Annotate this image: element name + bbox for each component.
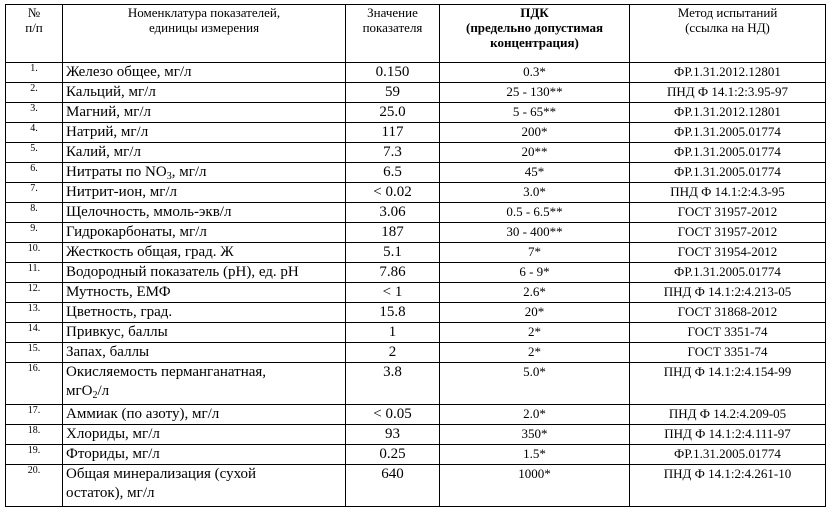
table-row	[6, 343, 826, 363]
table-row	[6, 425, 826, 445]
row-value: 0.150	[346, 63, 440, 83]
row-value: 3.8	[346, 363, 440, 405]
table-row	[6, 83, 826, 103]
row-method: ФР.1.31.2005.01774	[630, 123, 826, 143]
row-num: 9.	[6, 223, 63, 243]
row-num: 10.	[6, 243, 63, 263]
header-method-line2: (ссылка на НД)	[685, 20, 770, 35]
row-name: Щелочность, ммоль-экв/л	[63, 203, 346, 223]
table-header	[6, 5, 826, 63]
row-name: Магний, мг/л	[63, 103, 346, 123]
row-pdk: 20**	[440, 143, 630, 163]
table-row	[6, 465, 826, 507]
row-pdk: 25 - 130**	[440, 83, 630, 103]
header-pdk-sub1: (предельно допустимая	[465, 20, 603, 35]
row-name: Водородный показатель (рН), ед. рН	[63, 263, 346, 283]
row-pdk: 5.0*	[440, 363, 630, 405]
header-num-line2: п/п	[25, 20, 43, 35]
header-name	[63, 5, 346, 63]
row-name: Натрий, мг/л	[63, 123, 346, 143]
row-num: 2.	[6, 83, 63, 103]
table-row	[6, 183, 826, 203]
table-body	[6, 63, 826, 507]
header-method	[630, 5, 826, 63]
row-value: 6.5	[346, 163, 440, 183]
row-method: ГОСТ 31868-2012	[630, 303, 826, 323]
row-name: Мутность, ЕМФ	[63, 283, 346, 303]
table-row	[6, 283, 826, 303]
row-name: Калий, мг/л	[63, 143, 346, 163]
header-name-line2: единицы измерения	[148, 20, 260, 35]
row-method: ГОСТ 3351-74	[630, 343, 826, 363]
row-pdk: 0.3*	[440, 63, 630, 83]
row-name-subscript: 2	[92, 390, 98, 401]
header-value-line2: показателя	[362, 20, 423, 35]
row-pdk: 6 - 9*	[440, 263, 630, 283]
row-value: 0.25	[346, 445, 440, 465]
row-pdk: 2.0*	[440, 405, 630, 425]
row-method: ФР.1.31.2012.12801	[630, 103, 826, 123]
header-pdk-sub2: концентрация)	[490, 35, 579, 50]
row-name-line1: Окисляемость перманганатная,	[66, 364, 267, 380]
row-name	[63, 465, 346, 507]
row-method: ПНД Ф 14.1:2:4.213-05	[630, 283, 826, 303]
header-value	[346, 5, 440, 63]
water-analysis-table	[5, 4, 826, 507]
table-row	[6, 445, 826, 465]
table-row	[6, 103, 826, 123]
row-name-post: , мг/л	[171, 164, 207, 180]
row-name: Аммиак (по азоту), мг/л	[63, 405, 346, 425]
row-name-l2-pre: мгO	[66, 383, 93, 399]
row-value: 117	[346, 123, 440, 143]
row-name-line1: Общая минерализация (сухой	[66, 466, 257, 482]
row-pdk: 2*	[440, 343, 630, 363]
row-value: 59	[346, 83, 440, 103]
row-pdk: 2*	[440, 323, 630, 343]
row-value: 640	[346, 465, 440, 507]
row-value: 15.8	[346, 303, 440, 323]
row-method: ФР.1.31.2005.01774	[630, 263, 826, 283]
row-value: 2	[346, 343, 440, 363]
row-pdk: 1000*	[440, 465, 630, 507]
row-name: Запах, баллы	[63, 343, 346, 363]
row-method: ГОСТ 31957-2012	[630, 203, 826, 223]
row-name	[63, 363, 346, 405]
header-pdk	[440, 5, 630, 63]
row-name: Гидрокарбонаты, мг/л	[63, 223, 346, 243]
row-name: Цветность, град.	[63, 303, 346, 323]
row-method: ФР.1.31.2005.01774	[630, 143, 826, 163]
row-value: 5.1	[346, 243, 440, 263]
row-num: 16.	[6, 363, 63, 405]
row-num: 14.	[6, 323, 63, 343]
row-value: 3.06	[346, 203, 440, 223]
table-row	[6, 163, 826, 183]
row-num: 13.	[6, 303, 63, 323]
row-num: 4.	[6, 123, 63, 143]
table-row	[6, 63, 826, 83]
header-method-line1: Метод испытаний	[677, 5, 778, 20]
row-method: ГОСТ 31954-2012	[630, 243, 826, 263]
row-num: 19.	[6, 445, 63, 465]
row-num: 7.	[6, 183, 63, 203]
row-pdk: 20*	[440, 303, 630, 323]
row-method: ПНД Ф 14.1:2:3.95-97	[630, 83, 826, 103]
header-name-line1: Номенклатура показателей,	[127, 5, 281, 20]
row-value: 7.3	[346, 143, 440, 163]
header-value-line1: Значение	[367, 5, 418, 20]
row-method: ФР.1.31.2005.01774	[630, 163, 826, 183]
row-method: ПНД Ф 14.1:2:4.3-95	[630, 183, 826, 203]
row-name: Фториды, мг/л	[63, 445, 346, 465]
row-value: < 0.02	[346, 183, 440, 203]
row-name: Нитрит-ион, мг/л	[63, 183, 346, 203]
row-num: 15.	[6, 343, 63, 363]
table-row	[6, 143, 826, 163]
row-value: 93	[346, 425, 440, 445]
row-num: 6.	[6, 163, 63, 183]
row-value: < 0.05	[346, 405, 440, 425]
row-pdk: 2.6*	[440, 283, 630, 303]
row-method: ПНД Ф 14.2:4.209-05	[630, 405, 826, 425]
row-method: ПНД Ф 14.1:2:4.111-97	[630, 425, 826, 445]
row-value: 7.86	[346, 263, 440, 283]
table-row	[6, 263, 826, 283]
table-row	[6, 303, 826, 323]
row-num: 5.	[6, 143, 63, 163]
row-num: 1.	[6, 63, 63, 83]
table-row	[6, 223, 826, 243]
row-name-pre: Нитраты по NO	[66, 164, 167, 180]
table-row	[6, 323, 826, 343]
row-num: 18.	[6, 425, 63, 445]
row-name-l2-post: /л	[97, 383, 110, 399]
row-pdk: 30 - 400**	[440, 223, 630, 243]
row-value: 25.0	[346, 103, 440, 123]
header-pdk-title: ПДК	[520, 5, 549, 20]
row-num: 12.	[6, 283, 63, 303]
row-name: Железо общее, мг/л	[63, 63, 346, 83]
row-name: Жесткость общая, град. Ж	[63, 243, 346, 263]
row-method: ПНД Ф 14.1:2:4.261-10	[630, 465, 826, 507]
row-name: Хлориды, мг/л	[63, 425, 346, 445]
table-row	[6, 363, 826, 405]
row-value: < 1	[346, 283, 440, 303]
row-name-line2: остаток), мг/л	[66, 485, 155, 501]
row-name: Привкус, баллы	[63, 323, 346, 343]
row-pdk: 0.5 - 6.5**	[440, 203, 630, 223]
row-value: 187	[346, 223, 440, 243]
row-pdk: 1.5*	[440, 445, 630, 465]
row-method: ПНД Ф 14.1:2:4.154-99	[630, 363, 826, 405]
row-method: ФР.1.31.2012.12801	[630, 63, 826, 83]
header-num-line1: №	[27, 5, 41, 20]
row-pdk: 7*	[440, 243, 630, 263]
row-name-subscript: 3	[166, 171, 172, 182]
row-method: ГОСТ 3351-74	[630, 323, 826, 343]
row-num: 17.	[6, 405, 63, 425]
row-method: ГОСТ 31957-2012	[630, 223, 826, 243]
row-num: 20.	[6, 465, 63, 507]
table-row	[6, 405, 826, 425]
table-row	[6, 243, 826, 263]
row-pdk: 350*	[440, 425, 630, 445]
header-num	[6, 5, 63, 63]
row-value: 1	[346, 323, 440, 343]
row-name	[63, 163, 346, 183]
row-num: 11.	[6, 263, 63, 283]
row-name: Кальций, мг/л	[63, 83, 346, 103]
row-num: 3.	[6, 103, 63, 123]
table-row	[6, 123, 826, 143]
row-num: 8.	[6, 203, 63, 223]
table-row	[6, 203, 826, 223]
row-pdk: 200*	[440, 123, 630, 143]
row-method: ФР.1.31.2005.01774	[630, 445, 826, 465]
header-row	[6, 5, 826, 63]
row-pdk: 5 - 65**	[440, 103, 630, 123]
row-pdk: 45*	[440, 163, 630, 183]
row-pdk: 3.0*	[440, 183, 630, 203]
